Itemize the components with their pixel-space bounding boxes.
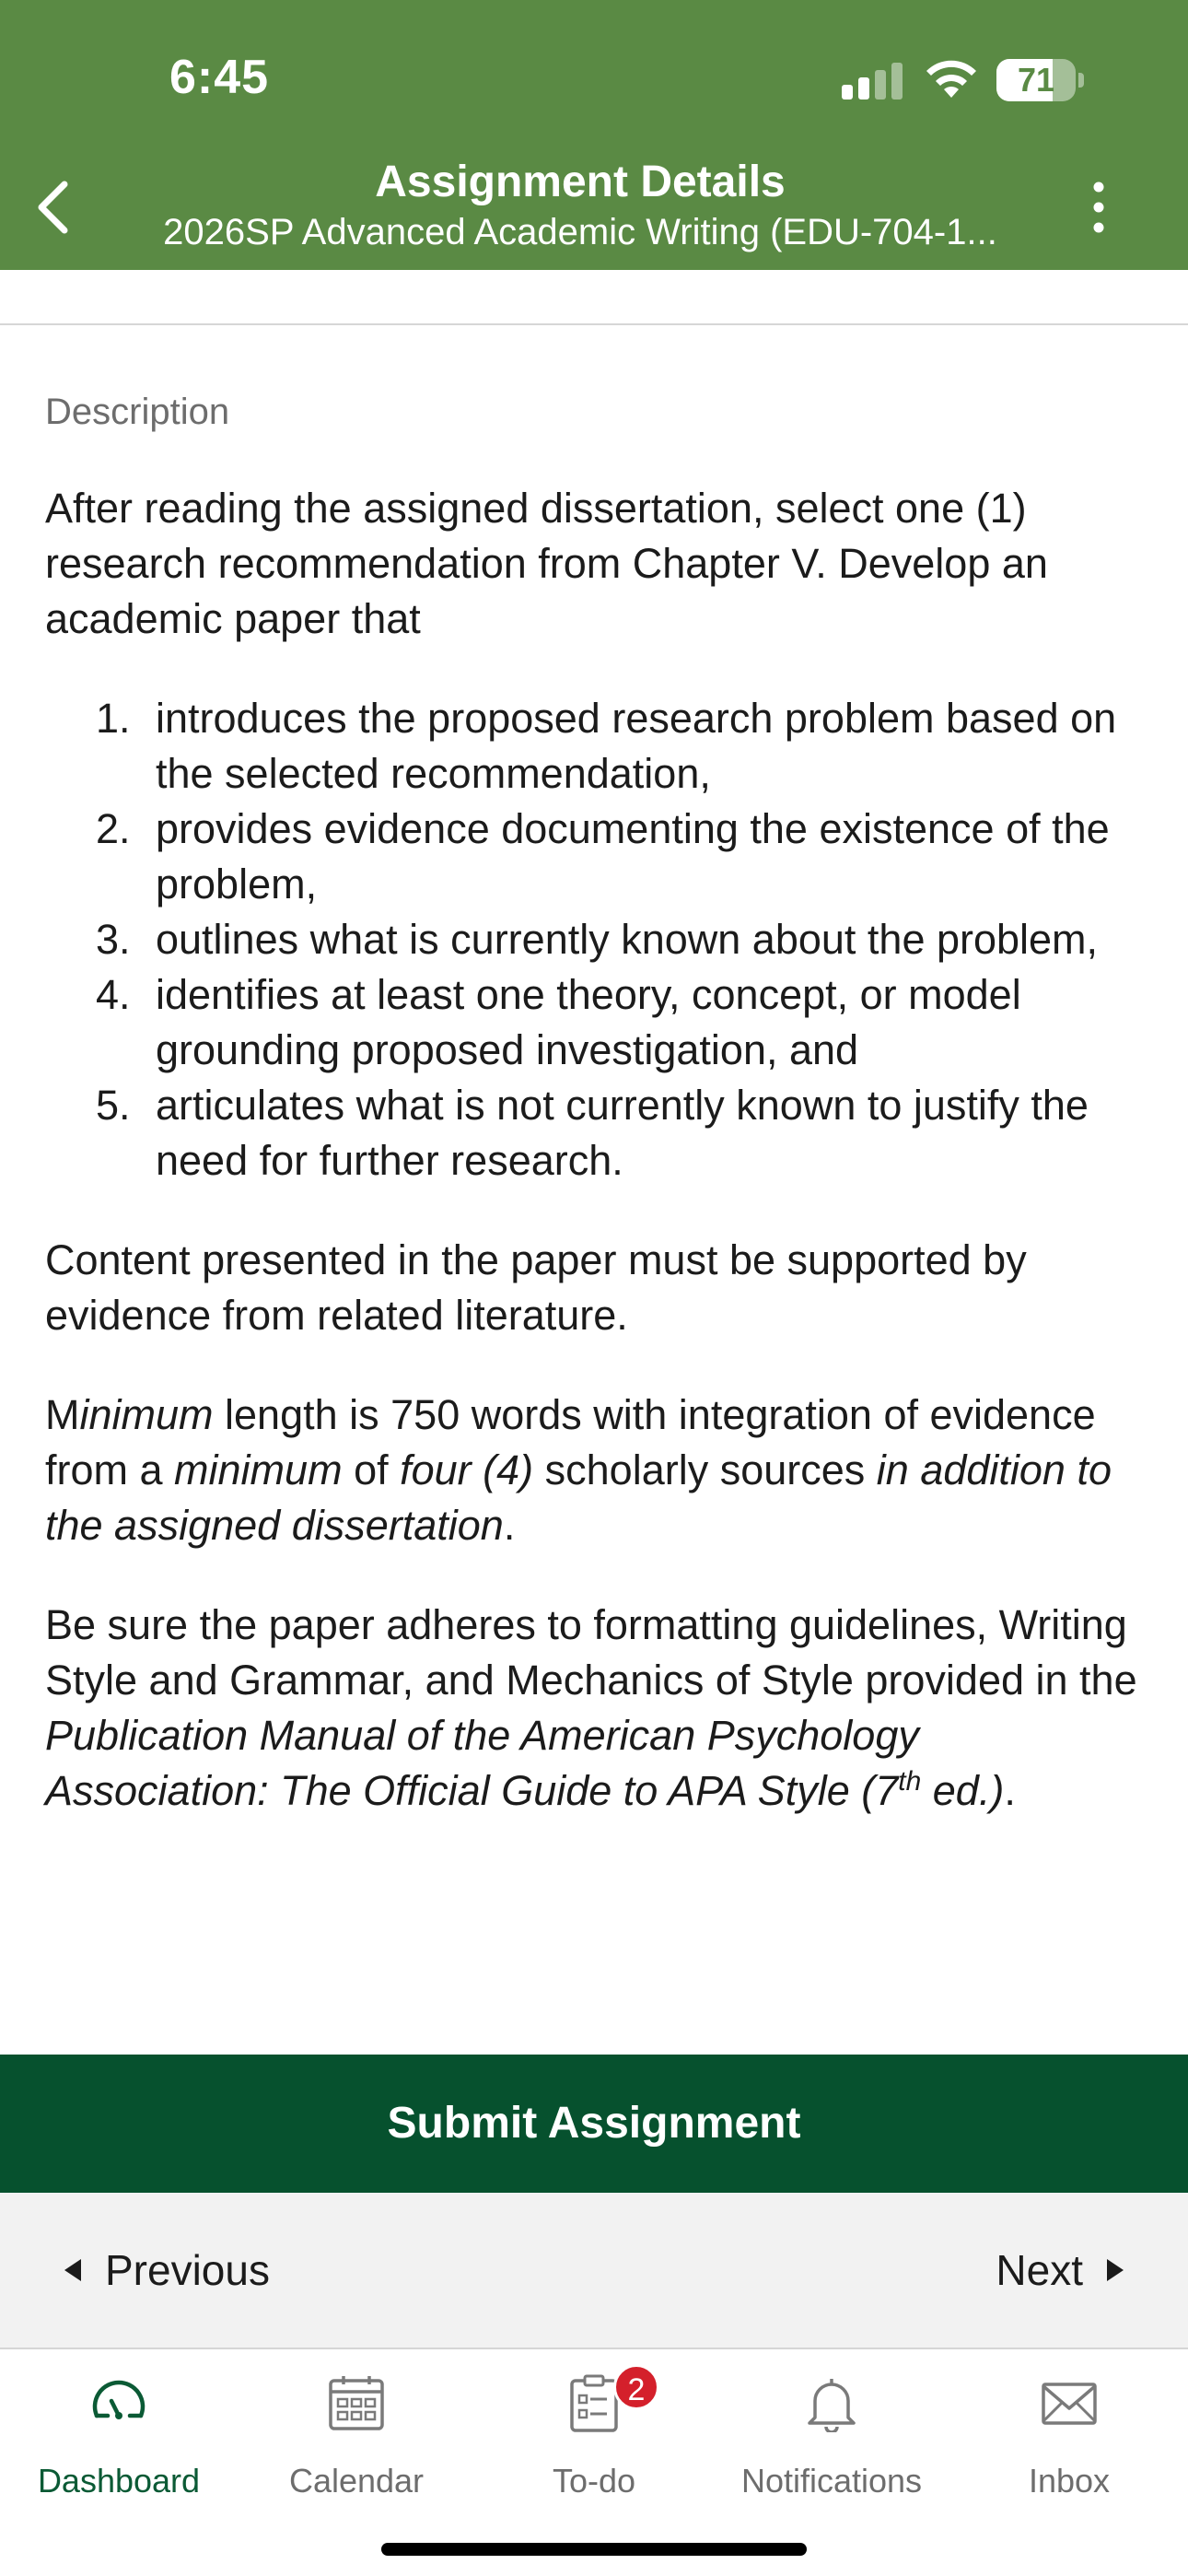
home-indicator	[381, 2543, 807, 2556]
tab-label: Inbox	[1028, 2462, 1111, 2500]
tab-dashboard[interactable]	[0, 2364, 238, 2521]
tab-notifications[interactable]	[713, 2364, 950, 2521]
description-label: Description	[45, 392, 230, 432]
more-vertical-icon[interactable]	[1077, 180, 1120, 235]
tab-calendar[interactable]	[238, 2364, 475, 2521]
previous-label: Previous	[105, 2246, 270, 2294]
status-time: 6:45	[169, 51, 270, 104]
next-button[interactable]	[996, 2242, 1124, 2298]
submit-assignment-button[interactable]: Submit Assignment	[0, 2055, 1188, 2193]
requirements-list	[45, 691, 1150, 1188]
mail-icon	[1040, 2373, 1099, 2432]
caret-left-icon	[64, 2259, 81, 2281]
course-subtitle: 2026SP Advanced Academic Writing (EDU-704-1...	[163, 212, 997, 252]
battery-icon	[996, 59, 1083, 101]
page-title: Assignment Details	[375, 158, 786, 206]
tab-label: Notifications	[740, 2462, 923, 2500]
bell-icon	[802, 2373, 861, 2432]
calendar-icon	[327, 2373, 386, 2432]
divider	[0, 323, 1188, 325]
tab-todo[interactable]	[475, 2364, 713, 2521]
assignment-description	[45, 392, 1150, 1863]
cellular-signal-icon	[842, 63, 904, 100]
tab-label: Dashboard	[37, 2462, 201, 2500]
apa-paragraph: Be sure the paper adheres to formatting guidelines, Writing Style and Grammar, and Mechanics of Style provided in the Publication Manual of the American Psychology Association: The Official Guide to APA Style (7th ed.).	[45, 1601, 1137, 1814]
list-item: 1. introduces the proposed research problem based on the selected recommendation,	[96, 695, 1117, 797]
todo-count-badge: 2	[613, 2364, 659, 2410]
list-item: 5. articulates what is not currently known to justify the need for further research.	[96, 1082, 1089, 1184]
dashboard-gauge-icon	[89, 2373, 148, 2432]
bottom-tab-bar	[0, 2348, 1188, 2576]
list-item: 2. provides evidence documenting the existence of the problem,	[96, 805, 1110, 907]
pagination-bar	[0, 2193, 1188, 2348]
tab-inbox[interactable]	[950, 2364, 1188, 2521]
wifi-icon	[924, 57, 979, 100]
battery-percentage: 71	[1017, 61, 1055, 99]
tab-label: To-do	[552, 2462, 636, 2500]
next-label: Next	[996, 2246, 1083, 2294]
tab-label: Calendar	[288, 2462, 425, 2500]
length-paragraph: Minimum length is 750 words with integration of evidence from a minimum of four (4) scholarly sources in addition to the assigned dissertation.	[45, 1391, 1112, 1549]
app-header	[0, 0, 1188, 270]
caret-right-icon	[1107, 2259, 1124, 2281]
chevron-left-icon[interactable]	[28, 175, 83, 240]
list-item: 3. outlines what is currently known about the problem,	[96, 916, 1099, 963]
list-item: 4. identifies at least one theory, concept, or model grounding proposed investigation, and	[96, 971, 1021, 1073]
content-note-paragraph: Content presented in the paper must be supported by evidence from related literature.	[45, 1236, 1027, 1339]
previous-button[interactable]	[64, 2242, 270, 2298]
intro-paragraph: After reading the assigned dissertation, select one (1) research recommendation from Chapter V. Develop an academic paper that	[45, 485, 1048, 642]
